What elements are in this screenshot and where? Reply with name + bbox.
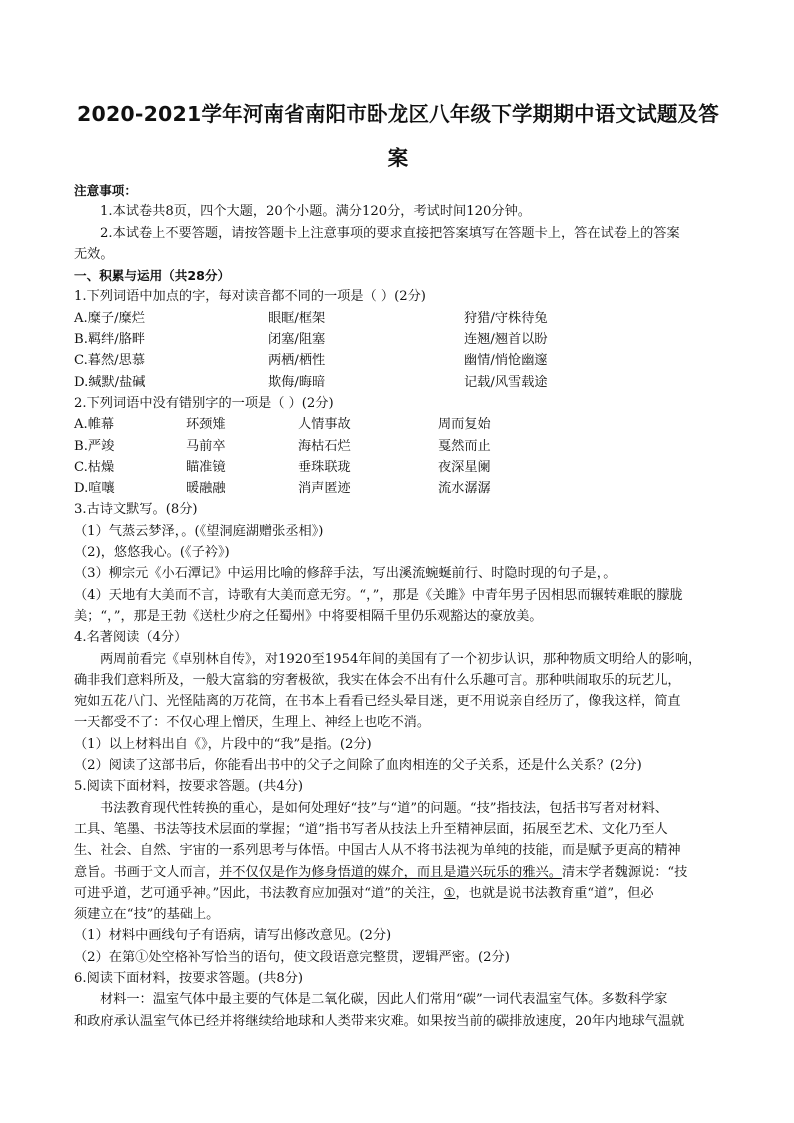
q5-passage-line-4: 意旨。书画于文人而言，并不仅仅是作为修身悟道的媒介，而且是遣兴玩乐的雅兴。清末学者魏源说：“技 <box>74 864 688 880</box>
blank-marker-1: ① <box>443 885 456 901</box>
q5-passage-line-6: 须建立在“技”的基础上。 <box>74 907 220 923</box>
question-4: 4.名著阅读（4分） <box>74 630 188 646</box>
q5-item-1: （1）材料中画线句子有语病，请写出修改意见。(2分) <box>74 928 392 944</box>
q2-option-c: C.枯燥 瞄准镜 垂珠联珑 夜深星阑 <box>74 459 491 475</box>
notice-item-2-cont: 无效。 <box>74 246 114 262</box>
question-6: 6.阅读下面材料，按要求答题。(共8分) <box>74 970 304 986</box>
q2-option-b: B.严竣 马前卒 海枯石烂 戛然而止 <box>74 438 491 454</box>
q1-option-d: D.缄默/盐碱 欺侮/晦暗 记载/风雪载途 <box>74 374 548 390</box>
q4-passage-line-2: 确非我们意料所及，一般大富翁的穷奢极欲，我实在体会不出有什么乐趣可言。那种哄闹取乐的玩艺儿， <box>74 672 681 688</box>
q2-option-a: A.帷幕 环颈雉 人情事故 周而复始 <box>74 417 491 433</box>
q4-passage-line-1: 两周前看完《卓别林自传》，对1920至1954年间的美国有了一个初步认识，那种物质文明给人的影响， <box>100 651 702 667</box>
q3-item-2: （2)，悠悠我心。(《子衿》) <box>74 545 230 561</box>
q1-option-a: A.糜子/糜烂 眼眶/框架 狩猎/守株待兔 <box>74 310 548 326</box>
question-1: 1.下列词语中加点的字，每对读音都不同的一项是（ ）(2分) <box>74 289 426 305</box>
title-line-2: 案 <box>387 146 409 170</box>
q6-passage-line-2: 和政府承认温室气体已经并将继续给地球和人类带来灾难。如果按当前的碳排放速度，20年内地球气温就 <box>74 1013 685 1029</box>
q3-item-1: （1）气蒸云梦泽，。(《望洞庭湖赠张丞相》) <box>74 523 324 539</box>
q4-passage-line-4: 一天都受不了：不仅心理上憎厌，生理上、神经上也吃不消。 <box>74 715 431 731</box>
document-body <box>74 180 722 1032</box>
question-5: 5.阅读下面材料，按要求答题。(共4分) <box>74 779 304 795</box>
document-title <box>74 92 722 180</box>
question-3: 3.古诗文默写。(8分) <box>74 502 198 518</box>
notice-heading: 注意事项： <box>74 183 137 198</box>
q5-passage-line-1: 书法教育现代性转换的重心，是如何处理好“技”与“道”的问题。“技”指技法，包括书写者对材料、 <box>100 800 668 816</box>
q4-item-1: （1）以上材料出自《》，片段中的“我”是指。(2分) <box>74 736 372 752</box>
section-1-heading: 一、积累与运用（共28分） <box>74 268 231 284</box>
q4-item-2: （2）阅读了这部书后，你能看出书中的父子之间除了血肉相连的父子关系，还是什么关系？(2分) <box>74 758 642 774</box>
q2-option-d: D.喧嚷 暖融融 消声匿迹 流水潺潺 <box>74 481 491 497</box>
underlined-sentence: 并不仅仅是作为修身悟道的媒介，而且是遣兴玩乐的雅兴。 <box>219 864 562 880</box>
exam-page <box>74 92 722 1032</box>
q5-item-2: （2）在第①处空格补写恰当的语句，使文段语意完整贯，逻辑严密。(2分) <box>74 949 510 965</box>
q1-option-c: C.暮然/思慕 两栖/栖性 幽情/悄怆幽邃 <box>74 353 548 369</box>
q5-passage-line-2: 工具、笔墨、书法等技术层面的掌握；“道”指书写者从技法上升至精神层面，拓展至艺术、文化乃至人 <box>74 821 668 837</box>
title-line-1: 2020-2021学年河南省南阳市卧龙区八年级下学期期中语文试题及答 <box>77 102 719 126</box>
q5-passage-line-5: 可进乎道，艺可通乎神。”因此，书法教育应加强对“道”的关注，①，也就是说书法教育重“道”，但必 <box>74 883 722 904</box>
q3-item-3: （3）柳宗元《小石潭记》中运用比喻的修辞手法，写出溪流蜿蜒前行、时隐时现的句子是，。 <box>74 566 617 582</box>
q4-passage-line-3: 宛如五花八门、光怪陆离的万花筒，在书本上看看已经头晕目迷，更不用说亲自经历了，像我这样，简直 <box>74 694 681 710</box>
question-2: 2.下列词语中没有错别字的一项是（ ）(2分) <box>74 395 334 411</box>
notice-item-2: 2.本试卷上不要答题，请按答题卡上注意事项的要求直接把答案填写在答题卡上，答在试卷上的答案 <box>100 225 680 241</box>
q6-passage-line-1: 材料一：温室气体中最主要的气体是二氧化碳，因此人们常用“碳”一词代表温室气体。多数科学家 <box>100 992 668 1008</box>
q3-item-4: （4）天地有大美而不言，诗歌有大美而意无穷。“，”，那是《关雎》中青年男子因相思而辗转难眠的朦胧 <box>74 587 683 603</box>
q3-item-4-cont: 美；“，”，那是王勃《送杜少府之任蜀州》中将要相隔千里仍乐观豁达的豪放美。 <box>74 608 543 624</box>
q1-option-b: B.羁绊/胳畔 闭塞/阻塞 连翘/翘首以盼 <box>74 332 548 348</box>
q5-passage-line-3: 生、社会、自然、宇宙的一系列思考与体悟。中国古人从不将书法视为单纯的技能，而是赋予更高的精神 <box>74 843 681 859</box>
notice-item-1: 1.本试卷共8页，四个大题，20个小题。满分120分，考试时间120分钟。 <box>100 204 531 220</box>
